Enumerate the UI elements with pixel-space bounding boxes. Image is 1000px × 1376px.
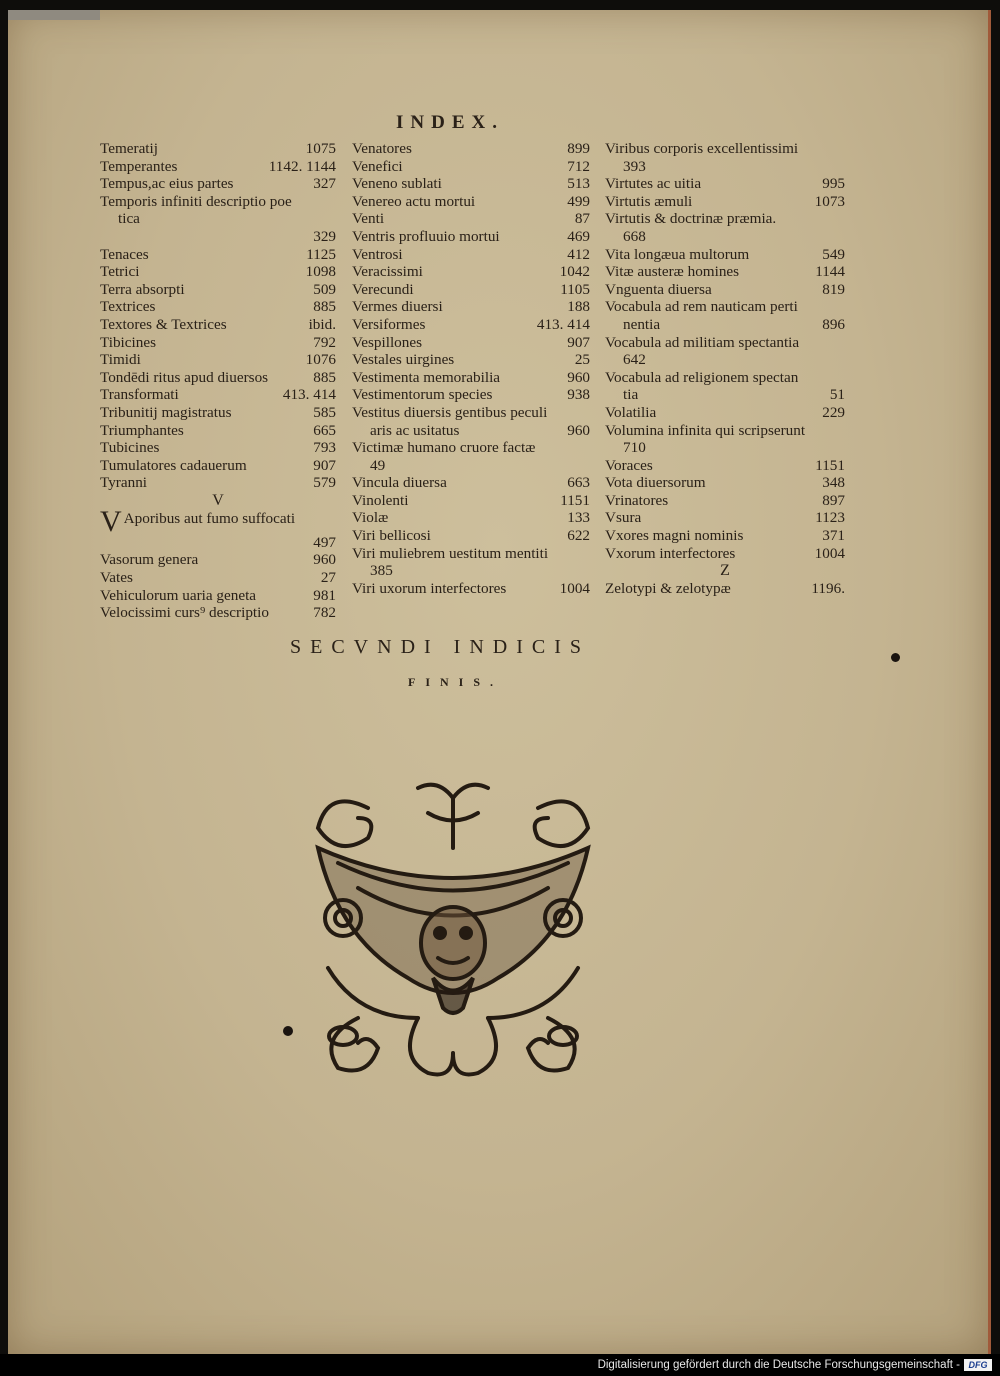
entry-term: Volumina infinita qui scripserunt: [605, 421, 806, 439]
entry-page: 87: [574, 210, 590, 228]
entry-term: 385: [370, 562, 393, 580]
entry-term: Vota diuersorum: [605, 474, 706, 492]
credit-text: Digitalisierung gefördert durch die Deutsche Forschungsgemeinschaft -: [597, 1359, 960, 1371]
entry-page: 513: [567, 175, 590, 193]
entry-term: Vestitus diuersis gentibus peculi: [352, 403, 548, 421]
entry-term: Virtutis æmuli: [605, 192, 693, 210]
ink-spot: [891, 653, 900, 662]
entry-page: [839, 439, 845, 457]
index-column-1: [100, 140, 336, 622]
index-entry: [100, 569, 336, 587]
index-entry: [605, 140, 845, 158]
entry-term: 642: [623, 351, 646, 369]
entry-page: 665: [313, 421, 336, 439]
index-entry: [352, 474, 590, 492]
entry-page: 897: [822, 491, 845, 509]
index-entry: [605, 439, 845, 457]
index-entry: [352, 228, 590, 246]
entry-term: Vocabula ad rem nauticam perti: [605, 298, 798, 316]
entry-page: 133: [567, 509, 590, 527]
entry-term: Tumulatores cadauerum: [100, 456, 247, 474]
index-entry: [100, 263, 336, 281]
drop-initial: V: [100, 504, 122, 538]
entry-page: 995: [822, 175, 845, 193]
index-entry: [100, 422, 336, 440]
entry-page: 622: [567, 527, 590, 545]
entry-term: Tyranni: [100, 474, 148, 492]
entry-term: Vocabula ad religionem spectan: [605, 368, 799, 386]
entry-page: 1196.: [811, 580, 845, 598]
entry-term: Ventrosi: [352, 245, 403, 263]
entry-term: Veneno sublati: [352, 175, 442, 193]
entry-page: 188: [567, 298, 590, 316]
entry-term: Vates: [100, 569, 133, 587]
entry-page: [839, 158, 845, 176]
index-entry: [352, 210, 590, 228]
index-entry: [352, 193, 590, 211]
entry-term: Tubicines: [100, 439, 160, 457]
index-entry: [605, 298, 845, 316]
entry-term: Vestales uirgines: [352, 351, 455, 369]
entry-term: Tetrici: [100, 263, 140, 281]
entry-term: Veracissimi: [352, 263, 423, 281]
entry-term: Vxores magni nominis: [605, 527, 744, 545]
entry-page: 960: [567, 368, 590, 386]
entry-term: Virtutes ac uitia: [605, 175, 702, 193]
entry-page: 469: [567, 227, 590, 245]
entry-page: 793: [313, 439, 336, 457]
entry-term: Aporibus aut fumo suffocati: [123, 509, 296, 527]
entry-term: Vita longæua multorum: [605, 245, 750, 263]
index-entry: [100, 534, 336, 552]
section-letter: V: [212, 491, 224, 509]
entry-page: 1098: [305, 263, 336, 281]
entry-page: 412: [567, 245, 590, 263]
entry-term: Vocabula ad militiam spectantia: [605, 333, 800, 351]
entry-term: Vnguenta diuersa: [605, 280, 712, 298]
entry-term: Victimæ humano cruore factæ: [352, 439, 536, 457]
index-entry: [605, 281, 845, 299]
entry-term: Vestimenta memorabilia: [352, 368, 501, 386]
index-entry: [605, 422, 845, 440]
index-entry: [605, 474, 845, 492]
entry-term: Vinolenti: [352, 491, 409, 509]
entry-page: 712: [567, 157, 590, 175]
entry-term: Zelotypi & zelotypæ: [605, 580, 731, 598]
index-entry: [352, 580, 590, 598]
entry-page: 1125: [306, 245, 336, 263]
entry-term: Textrices: [100, 298, 156, 316]
entry-term: Tempus,ac eius partes: [100, 175, 234, 193]
entry-page: 1073: [814, 192, 845, 210]
index-entry: [605, 351, 845, 369]
index-entry: [352, 316, 590, 334]
entry-page: [330, 193, 336, 211]
index-entry: [352, 545, 590, 563]
entry-page: 896: [822, 315, 845, 333]
index-entry: [100, 246, 336, 264]
entry-page: ibid.: [308, 315, 336, 333]
entry-term: Ventris profluuio mortui: [352, 227, 500, 245]
index-entry: [352, 509, 590, 527]
entry-page: 229: [822, 403, 845, 421]
index-column-2: [352, 140, 590, 597]
index-entry: [605, 175, 845, 193]
entry-term: Vrinatores: [605, 491, 669, 509]
entry-page: 25: [574, 351, 590, 369]
entry-term: Textores & Textrices: [100, 315, 227, 333]
entry-page: 549: [822, 245, 845, 263]
entry-page: 981: [313, 586, 336, 604]
index-entry: [352, 281, 590, 299]
book-page: [8, 10, 991, 1354]
entry-term: Velocissimi curs⁹ descriptio: [100, 604, 269, 622]
index-entry: [100, 504, 336, 538]
index-entry: [605, 228, 845, 246]
index-entry: [605, 246, 845, 264]
entry-page: 371: [822, 527, 845, 545]
entry-term: 710: [623, 439, 646, 457]
dfg-logo-icon: DFG: [964, 1359, 992, 1371]
index-entry: [605, 509, 845, 527]
section-letter: Z: [720, 562, 730, 580]
entry-page: 1151: [815, 456, 845, 474]
index-entry: [100, 281, 336, 299]
index-entry: [605, 316, 845, 334]
entry-term: Viri uxorum interfectores: [352, 579, 507, 597]
entry-page: 907: [567, 333, 590, 351]
entry-term: Tibicines: [100, 333, 156, 351]
entry-term: Vehiculorum uaria geneta: [100, 586, 257, 604]
index-list: [605, 140, 845, 562]
index-list: [352, 140, 590, 597]
entry-term: Vasorum genera: [100, 551, 199, 569]
entry-page: [839, 228, 845, 246]
index-entry: [605, 158, 845, 176]
credit-bar: [0, 1354, 1000, 1376]
entry-term: nentia: [623, 315, 661, 333]
index-list: [100, 140, 336, 492]
entry-term: Temperantes: [100, 157, 178, 175]
colophon-line-2: FINIS.: [408, 675, 504, 689]
entry-page: [584, 562, 590, 580]
entry-term: Temporis infiniti descriptio poe: [100, 192, 292, 210]
entry-page: 1142. 1144: [268, 157, 336, 175]
index-entry: [605, 580, 845, 598]
entry-page: 885: [313, 298, 336, 316]
entry-page: 499: [567, 192, 590, 210]
entry-term: Voraces: [605, 456, 653, 474]
entry-page: 51: [829, 386, 845, 404]
entry-page: 27: [320, 569, 336, 587]
entry-term: 49: [370, 456, 386, 474]
index-entry: [605, 334, 845, 352]
entry-continuation: tica: [118, 210, 140, 228]
entry-page: 1144: [815, 263, 845, 281]
entry-term: Versiformes: [352, 315, 426, 333]
entry-page: [839, 298, 845, 316]
entry-term: Timidi: [100, 351, 141, 369]
entry-term: Vitæ austeræ homines: [605, 263, 740, 281]
index-entry: [100, 439, 336, 457]
index-entry: [352, 298, 590, 316]
entry-term: Triumphantes: [100, 421, 184, 439]
entry-page: 497: [313, 533, 336, 551]
entry-term: Tondēdi ritus apud diuersos: [100, 368, 269, 386]
entry-page: 960: [567, 421, 590, 439]
ink-spot: [283, 1026, 293, 1036]
entry-term: Venti: [352, 210, 385, 228]
entry-page: 792: [313, 333, 336, 351]
entry-page: 1076: [305, 351, 336, 369]
entry-page: 899: [567, 140, 590, 157]
index-entry: [100, 351, 336, 369]
index-list: [100, 504, 336, 622]
entry-page: 885: [313, 368, 336, 386]
entry-term: Virtutis & doctrinæ præmia.: [605, 210, 777, 228]
entry-term: Vxorum interfectores: [605, 544, 736, 562]
entry-page: [839, 369, 845, 387]
index-entry: [352, 439, 590, 457]
index-column-3: [605, 140, 845, 598]
index-entry: [100, 334, 336, 352]
mask-ornament-icon: [298, 768, 608, 1088]
index-entry: [352, 386, 590, 404]
page-title: INDEX.: [396, 112, 504, 133]
entry-page: 907: [313, 456, 336, 474]
entry-term: 668: [623, 227, 646, 245]
index-entry: [352, 246, 590, 264]
entry-term: Vsura: [605, 509, 642, 527]
entry-page: 782: [313, 604, 336, 622]
index-entry: [100, 193, 336, 211]
entry-term: Vincula diuersa: [352, 474, 447, 492]
entry-term: Tribunitij magistratus: [100, 403, 232, 421]
index-entry: [605, 386, 845, 404]
entry-page: [839, 422, 845, 440]
index-entry: [352, 351, 590, 369]
index-entry: [605, 263, 845, 281]
entry-term: Violæ: [352, 509, 389, 527]
index-entry: [100, 404, 336, 422]
entry-term: Venereo actu mortui: [352, 192, 476, 210]
entry-term: Vestimentorum species: [352, 386, 493, 404]
entry-page: [584, 439, 590, 457]
index-entry: [100, 474, 336, 492]
index-entry: [100, 316, 336, 334]
entry-page: [295, 510, 301, 534]
entry-page: 938: [567, 386, 590, 404]
index-entry: [100, 298, 336, 316]
entry-page: 819: [822, 280, 845, 298]
index-entry: [352, 263, 590, 281]
entry-term: Vermes diuersi: [352, 298, 443, 316]
index-entry: [100, 604, 336, 622]
entry-page: 413. 414: [282, 386, 336, 404]
entry-page: 1075: [305, 140, 336, 157]
index-entry: [605, 492, 845, 510]
index-entry: [100, 551, 336, 569]
index-entry: [605, 210, 845, 228]
entry-page: 327: [313, 175, 336, 193]
entry-term: Vespillones: [352, 333, 423, 351]
entry-page: 1151: [560, 491, 590, 509]
entry-page: [584, 457, 590, 475]
index-entry: [352, 422, 590, 440]
index-entry: [352, 369, 590, 387]
entry-page: [584, 404, 590, 422]
index-entry: [352, 457, 590, 475]
index-entry: [100, 369, 336, 387]
index-entry: [352, 175, 590, 193]
index-entry: [352, 562, 590, 580]
entry-page: 1123: [815, 509, 845, 527]
index-entry: [352, 492, 590, 510]
index-list: [605, 580, 845, 598]
entry-page: 1042: [559, 263, 590, 281]
entry-page: 329: [313, 227, 336, 245]
entry-term: tia: [623, 386, 639, 404]
entry-term: Venatores: [352, 140, 412, 157]
entry-term: Volatilia: [605, 403, 657, 421]
index-entry: [352, 527, 590, 545]
entry-page: [839, 210, 845, 228]
entry-term: Verecundi: [352, 280, 414, 298]
index-entry: [605, 404, 845, 422]
entry-term: Viri muliebrem uestitum mentiti: [352, 544, 549, 562]
entry-term: 393: [623, 157, 646, 175]
entry-page: 960: [313, 551, 336, 569]
index-entry: [605, 545, 845, 563]
entry-page: 1004: [814, 544, 845, 562]
index-entry: [605, 193, 845, 211]
entry-page: [839, 140, 845, 158]
entry-term: Terra absorpti: [100, 280, 185, 298]
index-entry: [605, 369, 845, 387]
entry-page: 585: [313, 403, 336, 421]
entry-term: Venefici: [352, 157, 403, 175]
entry-term: Viribus corporis excellentissimi: [605, 140, 799, 157]
index-entry: [352, 334, 590, 352]
entry-term: Tenaces: [100, 245, 149, 263]
index-entry: [100, 175, 336, 193]
entry-page: 1004: [559, 579, 590, 597]
index-entry: [605, 527, 845, 545]
index-entry: [100, 158, 336, 176]
index-entry: [352, 404, 590, 422]
entry-page: [839, 351, 845, 369]
index-entry: [352, 140, 590, 158]
entry-term: aris ac usitatus: [370, 421, 460, 439]
index-entry: [100, 587, 336, 605]
entry-page: 509: [313, 280, 336, 298]
index-entry: [100, 228, 336, 246]
index-entry: [352, 158, 590, 176]
entry-term: Temeratij: [100, 140, 158, 157]
index-entry: [100, 140, 336, 158]
entry-term: Viri bellicosi: [352, 527, 431, 545]
entry-page: 413. 414: [536, 315, 590, 333]
index-entry: [100, 457, 336, 475]
entry-page: 348: [822, 474, 845, 492]
index-entry: [100, 386, 336, 404]
entry-page: 1105: [560, 280, 590, 298]
entry-page: 579: [313, 474, 336, 492]
entry-page: 663: [567, 474, 590, 492]
colophon-line-1: SECVNDI INDICIS: [290, 636, 590, 658]
entry-page: [839, 334, 845, 352]
entry-page: [584, 545, 590, 563]
index-entry: [605, 457, 845, 475]
entry-term: Transformati: [100, 386, 179, 404]
